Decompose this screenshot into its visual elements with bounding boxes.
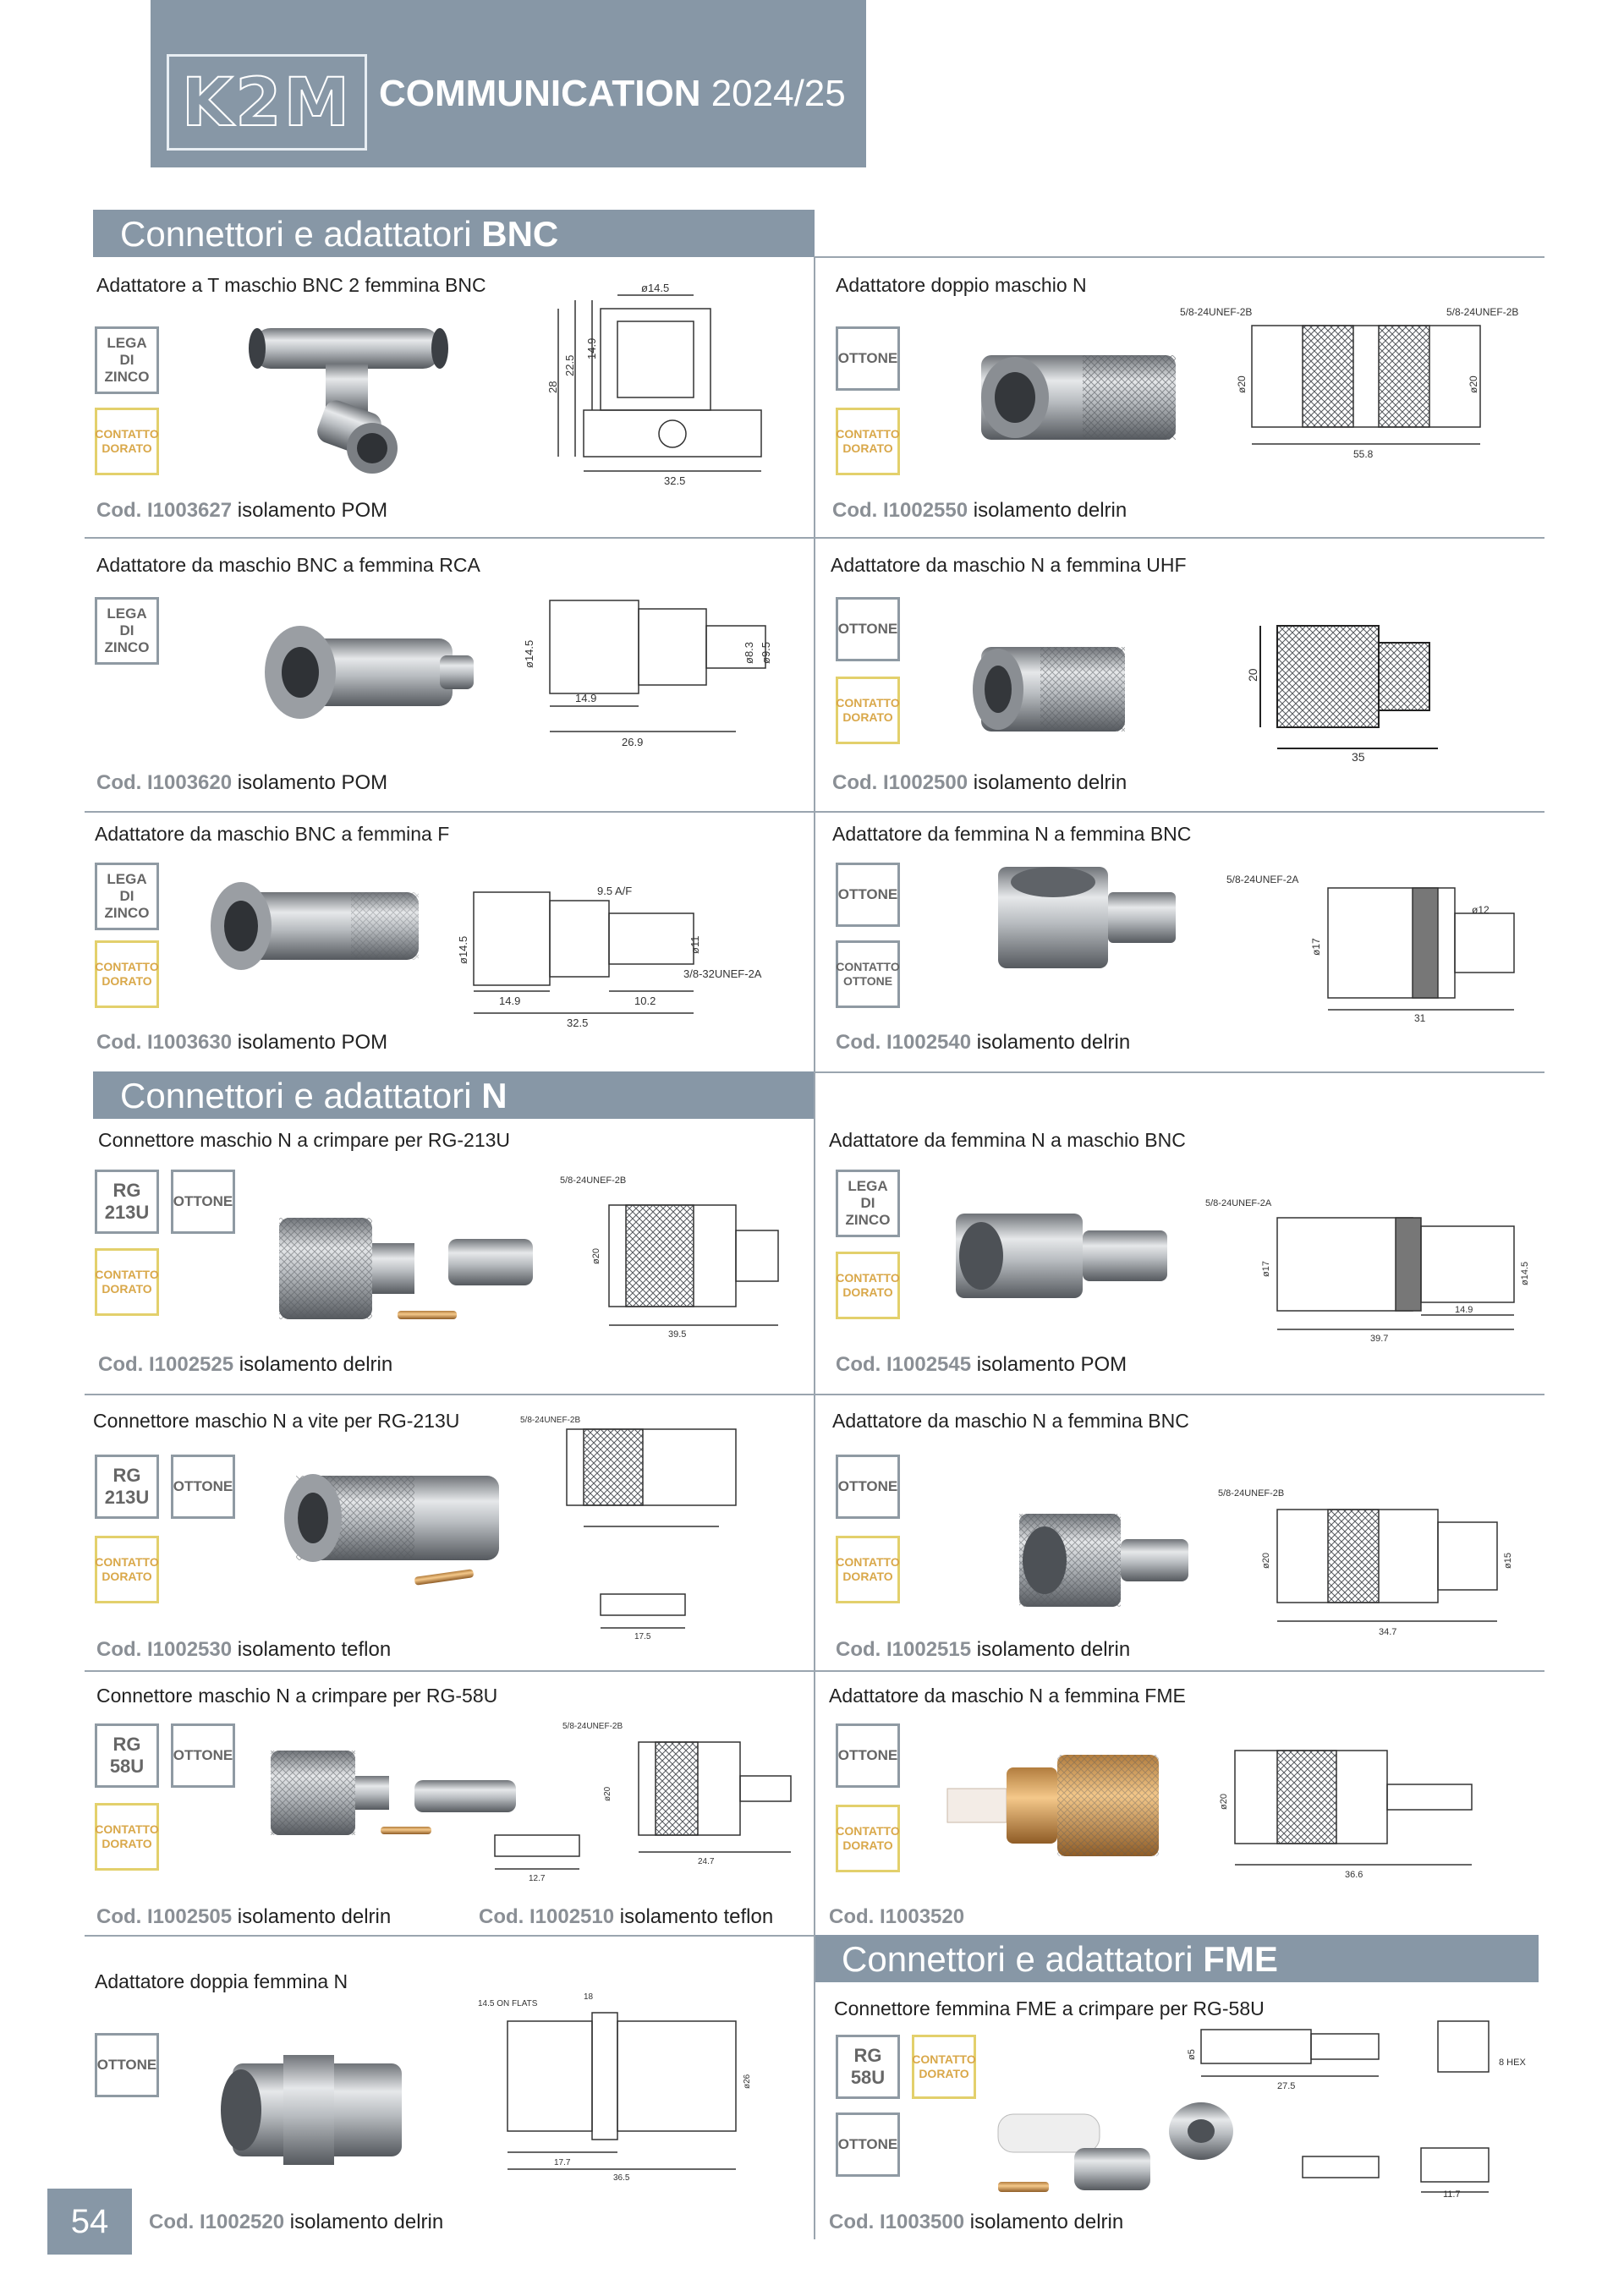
brand-logo-text: K2M [181, 65, 353, 141]
badge-line: CONTATTO [836, 1555, 900, 1569]
dimension-label: ø17 [1310, 938, 1322, 956]
product-photo [1011, 1505, 1197, 1615]
dimension-label: 55.8 [1353, 448, 1374, 460]
badge-line: DORATO [842, 1570, 893, 1583]
dimension-label: 18 [584, 1992, 594, 2002]
cable-badge-rg58 [95, 1723, 159, 1788]
badge-line: 213U [104, 1487, 150, 1508]
badge-line: CONTATTO [836, 960, 900, 973]
technical-drawing [1218, 871, 1539, 1023]
cable-badge-rg213 [95, 1455, 159, 1519]
divider [814, 256, 815, 2239]
product-title: Adattatore doppia femmina N [95, 1970, 348, 1992]
technical-drawing [516, 584, 795, 753]
cable-badge-rg58 [836, 2035, 900, 2099]
product-title: Connettore femmina FME a crimpare per RG-58U [834, 1997, 1265, 2019]
technical-drawing [469, 1717, 808, 1886]
badge-line: LEGA [107, 606, 147, 622]
badge-line: ZINCO [104, 639, 150, 655]
dimension-label: 32.5 [567, 1016, 589, 1029]
dimension-label: 14.9 [585, 337, 598, 359]
badge-line: 58U [850, 2067, 886, 2088]
code-number: Cod. I1003620 [96, 771, 233, 794]
product-code [96, 499, 387, 523]
product-photo [271, 1201, 541, 1353]
insulation-note: isolamento delrin [232, 1905, 392, 1928]
product-code [96, 1638, 391, 1662]
badge-line: RG [853, 2045, 882, 2066]
section-title-n [93, 1071, 815, 1119]
technical-drawing [1201, 1192, 1539, 1345]
badge-line: ZINCO [845, 1212, 891, 1228]
section-prefix: Connettori e adattatori [842, 1939, 1204, 1979]
material-badge-ottone: OTTONE [171, 1170, 235, 1234]
dimension-label: 5/8-24UNEF-2A [1226, 874, 1299, 885]
dimension-label: 5/8-24UNEF-2B [562, 1722, 623, 1731]
product-code [836, 1031, 1130, 1055]
insulation-note: isolamento teflon [614, 1905, 774, 1928]
dimension-label: ø14.5 [1520, 1261, 1530, 1285]
dimension-label: ø8.3 [743, 641, 755, 664]
material-badge-lega [95, 326, 159, 394]
product-title: Adattatore da maschio BNC a femmina RCA [96, 554, 480, 576]
badge-line: DORATO [842, 441, 893, 455]
section-name: N [481, 1076, 508, 1115]
contact-badge-dorato [836, 1252, 900, 1319]
technical-drawing [1235, 609, 1463, 761]
code-number: Cod. I1002530 [96, 1638, 233, 1661]
badge-line: DI [119, 352, 134, 368]
section-name: FME [1203, 1939, 1278, 1979]
badge-line: CONTATTO [95, 427, 159, 441]
dimension-label: 14.9 [575, 692, 597, 704]
insulation-note: isolamento delrin [964, 2211, 1124, 2233]
dimension-label: 8 HEX [1499, 2058, 1526, 2068]
badge-line: DORATO [102, 1837, 152, 1850]
dimension-label: ø9.5 [760, 641, 772, 664]
dimension-label: 14.9 [1455, 1305, 1473, 1315]
code-number: Cod. I1002515 [836, 1638, 972, 1661]
badge-line: CONTATTO [912, 2052, 976, 2066]
contact-badge-dorato [95, 1536, 159, 1603]
dimension-label: 5/8-24UNEF-2B [1180, 306, 1253, 318]
product-photo [279, 1459, 508, 1594]
insulation-note: isolamento delrin [233, 1353, 393, 1376]
dimension-label: 36.6 [1345, 1870, 1363, 1877]
dimension-label: ø20 [1261, 1553, 1271, 1569]
dimension-label: ø15 [1503, 1553, 1513, 1569]
material-badge-ottone: OTTONE [836, 863, 900, 927]
dimension-label: 20 [1246, 668, 1259, 682]
section-title-fme [815, 1935, 1539, 1982]
badge-line: 58U [109, 1756, 145, 1777]
material-badge-ottone: OTTONE [836, 597, 900, 661]
product-title: Connettore maschio N a vite per RG-213U [93, 1410, 460, 1432]
dimension-label: 22.5 [563, 354, 576, 376]
material-badge-ottone: OTTONE [171, 1723, 235, 1788]
dimension-label: 12.7 [529, 1874, 546, 1883]
material-badge-ottone: OTTONE [171, 1455, 235, 1519]
divider [815, 256, 1544, 258]
code-number: Cod. I1002550 [832, 499, 968, 522]
product-title: Adattatore da femmina N a femmina BNC [832, 823, 1192, 845]
product-code [96, 1905, 391, 1929]
technical-drawing [474, 1987, 804, 2182]
contact-badge-dorato [95, 1803, 159, 1871]
code-number: Cod. I1003520 [829, 1905, 965, 1928]
divider [815, 1071, 1544, 1073]
dimension-label: ø17 [1261, 1261, 1271, 1277]
badge-line: LEGA [848, 1178, 888, 1194]
product-code-alt [479, 1905, 773, 1929]
dimension-label: 17.5 [634, 1632, 651, 1641]
code-number: Cod. I1002525 [98, 1353, 234, 1376]
technical-drawing [558, 1171, 804, 1340]
insulation-note: isolamento POM [232, 499, 388, 522]
product-code [836, 1353, 1127, 1377]
dimension-label: 35 [1352, 750, 1365, 761]
contact-badge-dorato [836, 1805, 900, 1872]
product-code [836, 1638, 1130, 1662]
dimension-label: ø20 [1236, 375, 1248, 393]
divider [85, 1935, 815, 1937]
insulation-note: isolamento delrin [971, 1638, 1131, 1661]
product-code [829, 1905, 964, 1929]
dimension-label: 27.5 [1277, 2081, 1296, 2091]
material-badge-lega [95, 863, 159, 930]
badge-line: RG [112, 1180, 141, 1201]
contact-badge-dorato [95, 1248, 159, 1316]
product-code [98, 1353, 392, 1377]
product-title: Adattatore doppio maschio N [836, 274, 1087, 296]
material-badge-ottone: OTTONE [836, 1723, 900, 1788]
material-badge-lega [836, 1170, 900, 1237]
code-number: Cod. I1002540 [836, 1031, 972, 1054]
product-title: Adattatore da femmina N a maschio BNC [829, 1129, 1186, 1151]
product-title: Adattatore da maschio BNC a femmina F [95, 823, 450, 845]
dimension-label: 10.2 [634, 995, 656, 1007]
badge-line: DORATO [102, 1570, 152, 1583]
dimension-label: 5/8-24UNEF-2A [1205, 1198, 1272, 1208]
technical-drawing [1176, 300, 1548, 461]
product-title: Adattatore da maschio N a femmina BNC [832, 1410, 1189, 1432]
badge-line: DI [119, 622, 134, 638]
badge-line: CONTATTO [95, 960, 159, 973]
dimension-label: 32.5 [664, 474, 686, 487]
code-number: Cod. I1002510 [479, 1905, 615, 1928]
dimension-label: 36.5 [613, 2173, 630, 2182]
page-number: 54 [47, 2189, 132, 2255]
product-photo [990, 858, 1184, 977]
dimension-label: ø20 [591, 1248, 601, 1264]
badge-line: DORATO [102, 1282, 152, 1296]
section-prefix: Connettori e adattatori [120, 1076, 482, 1115]
cable-badge-rg213 [95, 1170, 159, 1234]
insulation-note: isolamento delrin [968, 499, 1127, 522]
technical-drawing [1210, 1484, 1531, 1636]
contact-badge-dorato [836, 1536, 900, 1603]
dimension-label: 34.7 [1379, 1627, 1397, 1636]
badge-line: DI [860, 1195, 875, 1211]
badge-line: RG [112, 1734, 141, 1755]
brand-logo [167, 54, 367, 151]
technical-drawing [1210, 1725, 1531, 1877]
technical-drawing [541, 283, 795, 495]
contact-badge-dorato [95, 408, 159, 475]
dimension-label: ø14.5 [457, 935, 469, 964]
badge-line: 213U [104, 1202, 150, 1223]
badge-line: CONTATTO [95, 1555, 159, 1569]
catalog-title-bold: COMMUNICATION [379, 73, 701, 114]
product-photo [207, 2047, 427, 2173]
dimension-label: 5/8-24UNEF-2B [1218, 1488, 1285, 1499]
dimension-label: ø14.5 [641, 283, 670, 294]
dimension-label: ø26 [743, 2074, 752, 2089]
contact-badge-dorato [95, 940, 159, 1008]
product-photo [245, 313, 465, 482]
badge-line: DORATO [842, 710, 893, 724]
insulation-note: isolamento POM [971, 1353, 1127, 1376]
product-code [832, 771, 1127, 795]
code-number: Cod. I1002520 [149, 2211, 285, 2233]
product-photo [947, 1205, 1176, 1307]
dimension-label: 17.7 [554, 2158, 571, 2167]
catalog-year: 2024/25 [700, 73, 846, 114]
product-code [96, 1031, 387, 1055]
product-title: Adattatore a T maschio BNC 2 femmina BNC [96, 274, 486, 296]
dimension-label: ø20 [1468, 375, 1479, 393]
dimension-label: 11.7 [1443, 2189, 1461, 2199]
material-badge-ottone: OTTONE [95, 2033, 159, 2097]
badge-line: LEGA [107, 871, 147, 887]
contact-badge-ottone [836, 940, 900, 1008]
badge-line: ZINCO [104, 905, 150, 921]
badge-line: CONTATTO [836, 427, 900, 441]
insulation-note: isolamento POM [232, 771, 388, 794]
contact-badge-dorato [836, 408, 900, 475]
badge-line: DORATO [102, 441, 152, 455]
product-photo [207, 875, 427, 977]
product-code [96, 771, 387, 795]
dimension-label: 3/8-32UNEF-2A [683, 967, 762, 980]
product-code [829, 2211, 1123, 2234]
product-title: Connettore maschio N a crimpare per RG-58U [96, 1685, 498, 1707]
dimension-label: 14.9 [499, 995, 521, 1007]
dimension-label: 26.9 [622, 736, 644, 748]
code-number: Cod. I1003630 [96, 1031, 233, 1054]
section-prefix: Connettori e adattatori [120, 214, 482, 254]
product-title: Connettore maschio N a crimpare per RG-213U [98, 1129, 511, 1151]
material-badge-ottone: OTTONE [836, 1455, 900, 1519]
badge-line: LEGA [107, 335, 147, 351]
dimension-label: 5/8-24UNEF-2B [520, 1416, 581, 1425]
insulation-note: isolamento delrin [968, 771, 1127, 794]
insulation-note: isolamento delrin [284, 2211, 444, 2233]
dimension-label: 9.5 A/F [597, 885, 633, 897]
product-photo [939, 1742, 1176, 1860]
dimension-label: 39.5 [668, 1329, 687, 1340]
section-name: BNC [481, 214, 559, 254]
dimension-label: 31 [1414, 1012, 1426, 1023]
dimension-label: ø5 [1187, 2049, 1197, 2060]
badge-line: CONTATTO [836, 1271, 900, 1285]
code-number: Cod. I1003500 [829, 2211, 965, 2233]
product-photo [258, 617, 478, 727]
insulation-note: isolamento teflon [232, 1638, 392, 1661]
insulation-note: isolamento delrin [971, 1031, 1131, 1054]
material-badge-lega [95, 597, 159, 665]
dimension-label: 28 [546, 381, 559, 393]
product-photo [973, 338, 1184, 457]
badge-line: DORATO [919, 2067, 969, 2080]
badge-line: DORATO [842, 1838, 893, 1852]
insulation-note: isolamento POM [232, 1031, 388, 1054]
dimension-label: ø20 [1219, 1794, 1229, 1810]
technical-drawing [516, 1412, 804, 1641]
badge-line: CONTATTO [95, 1822, 159, 1836]
catalog-title [379, 73, 846, 115]
badge-line: CONTATTO [836, 696, 900, 710]
dimension-label: ø11 [689, 935, 701, 954]
badge-line: DI [119, 888, 134, 904]
contact-badge-dorato [912, 2035, 976, 2099]
product-code [149, 2211, 443, 2234]
dimension-label: 24.7 [698, 1857, 715, 1866]
dimension-label: ø20 [603, 1786, 612, 1801]
dimension-label: ø14.5 [523, 639, 535, 668]
material-badge-ottone: OTTONE [836, 326, 900, 391]
technical-drawing [448, 879, 795, 1032]
contact-badge-dorato [836, 677, 900, 744]
material-badge-ottone: OTTONE [836, 2112, 900, 2177]
dimension-label: 5/8-24UNEF-2B [1446, 306, 1519, 318]
product-title: Adattatore da maschio N a femmina UHF [831, 554, 1187, 576]
product-code [832, 499, 1127, 523]
code-number: Cod. I1003627 [96, 499, 233, 522]
badge-line: ZINCO [104, 369, 150, 385]
technical-drawing [1184, 2013, 1539, 2199]
section-title-bnc [93, 210, 815, 257]
product-title: Adattatore da maschio N a femmina FME [829, 1685, 1186, 1707]
badge-line: RG [112, 1465, 141, 1486]
badge-line: CONTATTO [95, 1268, 159, 1281]
badge-line: OTTONE [842, 974, 893, 988]
dimension-label: 14.5 ON FLATS [478, 1999, 538, 2008]
code-number: Cod. I1002500 [832, 771, 968, 794]
badge-line: DORATO [842, 1285, 893, 1299]
dimension-label: ø12 [1472, 904, 1490, 916]
dimension-label: 39.7 [1370, 1334, 1389, 1344]
dimension-label: 5/8-24UNEF-2B [560, 1175, 627, 1186]
badge-line: DORATO [102, 974, 152, 988]
code-number: Cod. I1002505 [96, 1905, 233, 1928]
badge-line: CONTATTO [836, 1824, 900, 1838]
product-photo [964, 638, 1142, 740]
code-number: Cod. I1002545 [836, 1353, 972, 1376]
